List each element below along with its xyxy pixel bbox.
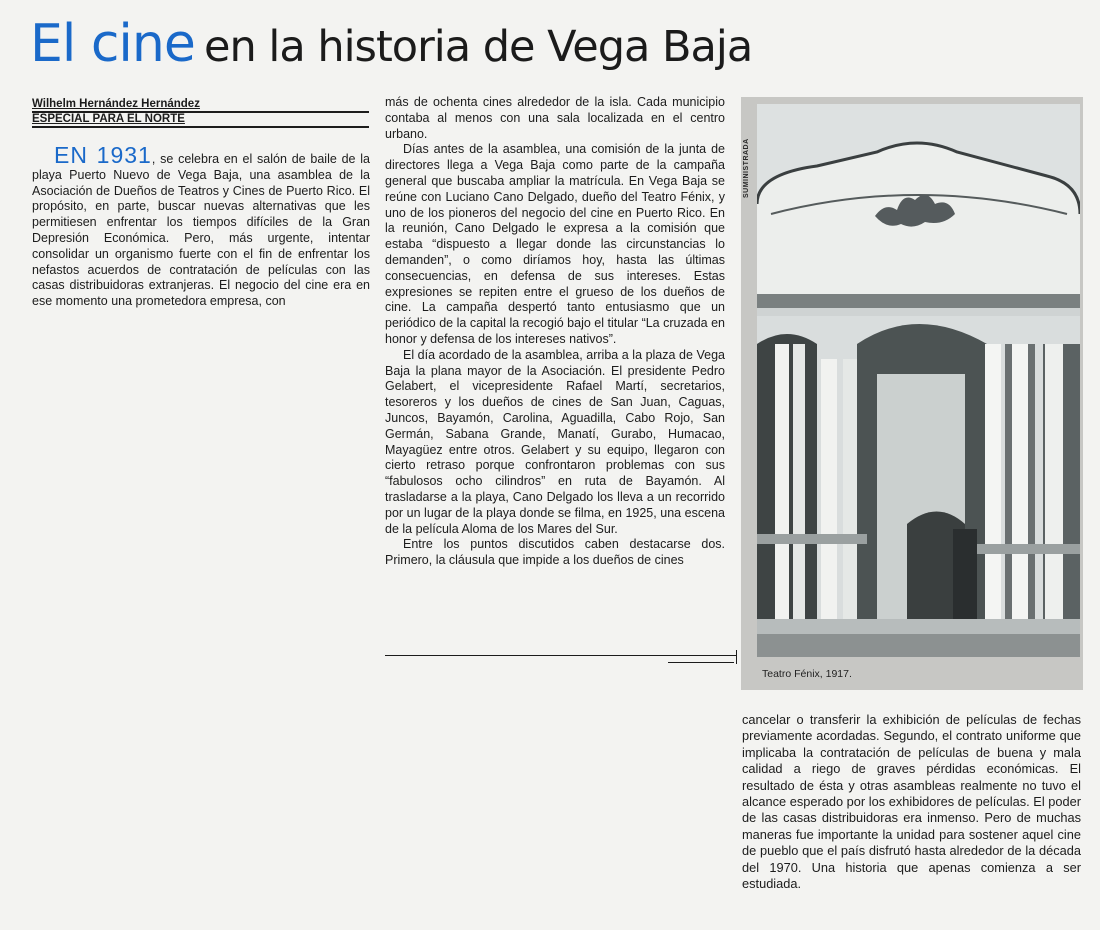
headline-rest: en la historia de Vega Baja: [204, 22, 753, 72]
teatro-fenix-photo: [757, 104, 1080, 657]
article-paragraph: cancelar o transferir la exhibición de películas de fechas previamente acordadas. Segundo, el contrato uniforme que implicaba la contratación de películas de buena y mala calidad a riego de graves pérdidas económicas. El resultado de ésta y otras asambleas realmente no tuvo el alcance esperado por los exhibidores de películas. El poder de las casas distribuidoras era inmenso. Pero de muchas maneras fue importante la unidad para sostener aquel cine de pueblo que el país disfrutó hasta alrededor de la década del 1970. Una historia que apenas comienza a ser estudiada.: [742, 712, 1081, 892]
section-byline: ESPECIAL PARA EL NORTE: [32, 113, 369, 128]
column-divider-tick: [736, 650, 737, 664]
headline-highlight: El cine: [30, 14, 195, 74]
article-paragraph: [32, 142, 371, 310]
paragraph-text: , se celebra en el salón de baile de la playa Puerto Nuevo de Vega Baja, una asamblea de la Asociación de Dueños de Teatros y Cines de Puerto Rico. El propósito, en parte, buscar nuevas alternativas que les permitiesen enfrentar los tiempos difíciles de la Gran Depresión Económica. Pero, más urgente, intentar consolidar un organismo fuerte con el fin de enfrentar los nefastos acuerdos de contratación de películas con las casas distribuidoras extranjeras. El negocio del cine era en ese momento una prometedora empresa, con: [32, 152, 371, 309]
article-column-1: [32, 142, 371, 310]
article-paragraph: más de ochenta cines alrededor de la isla. Cada municipio contaba al menos con una sala localizada en el centro urbano.: [385, 95, 725, 141]
article-column-2: [385, 95, 725, 569]
article-paragraph: Entre los puntos discutidos caben destacarse dos. Primero, la cláusula que impide a los dueños de cines: [385, 537, 725, 568]
article-column-3: [742, 712, 1081, 892]
photo-caption: Teatro Fénix, 1917.: [762, 668, 852, 680]
headline: [30, 14, 752, 74]
author-byline: Wilhelm Hernández Hernández: [32, 98, 369, 113]
column-divider-end: [668, 662, 734, 663]
photo-credit: SUMINISTRADA: [743, 138, 750, 198]
column-divider: [385, 655, 737, 656]
article-paragraph: Días antes de la asamblea, una comisión de la junta de directores llega a Vega Baja como parte de la campaña general que buscaba ampliar la matrícula. En Vega Baja se reúne con Luciano Cano Delgado, dueño del Teatro Fénix, y uno de los pioneros del negocio del cine en Puerto Rico. En la reunión, Cano Delgado le expresa a la comisión que estaba “dispuesto a llegar donde las circunstancias lo demanden”, o como diríamos hoy, hasta las últimas consecuencias, en defensa de sus intereses. Estas expresiones se repiten entre el grueso de los dueños de cine. La campaña despertó tanto entusiasmo que un periódico de la capital la recogió bajo el titular “La cruzada en honor y defensa de los intereses nativos”.: [385, 142, 725, 346]
dropcap: EN 1931: [54, 142, 152, 168]
article-paragraph: El día acordado de la asamblea, arriba a la plaza de Vega Baja la plana mayor de la Asociación. El presidente Pedro Gelabert, el vicepresidente Rafael Martí, secretarios, tesoreros y los dueños de cines de San Juan, Caguas, Juncos, Bayamón, Carolina, Aguadilla, Cabo Rojo, San Germán, Sabana Grande, Manatí, Gurabo, Humacao, Mayagüez entre otros. Gelabert y su equipo, llegaron con cierto retraso porque confrontaron problemas con sus “fabulosos ocho cilindros” en ruta de Bayamón. Al trasladarse a la playa, Cano Delgado los lleva a un recorrido por un lugar de la playa donde se filma, en 1925, una escena de la película Aloma de los Mares del Sur.: [385, 347, 725, 536]
